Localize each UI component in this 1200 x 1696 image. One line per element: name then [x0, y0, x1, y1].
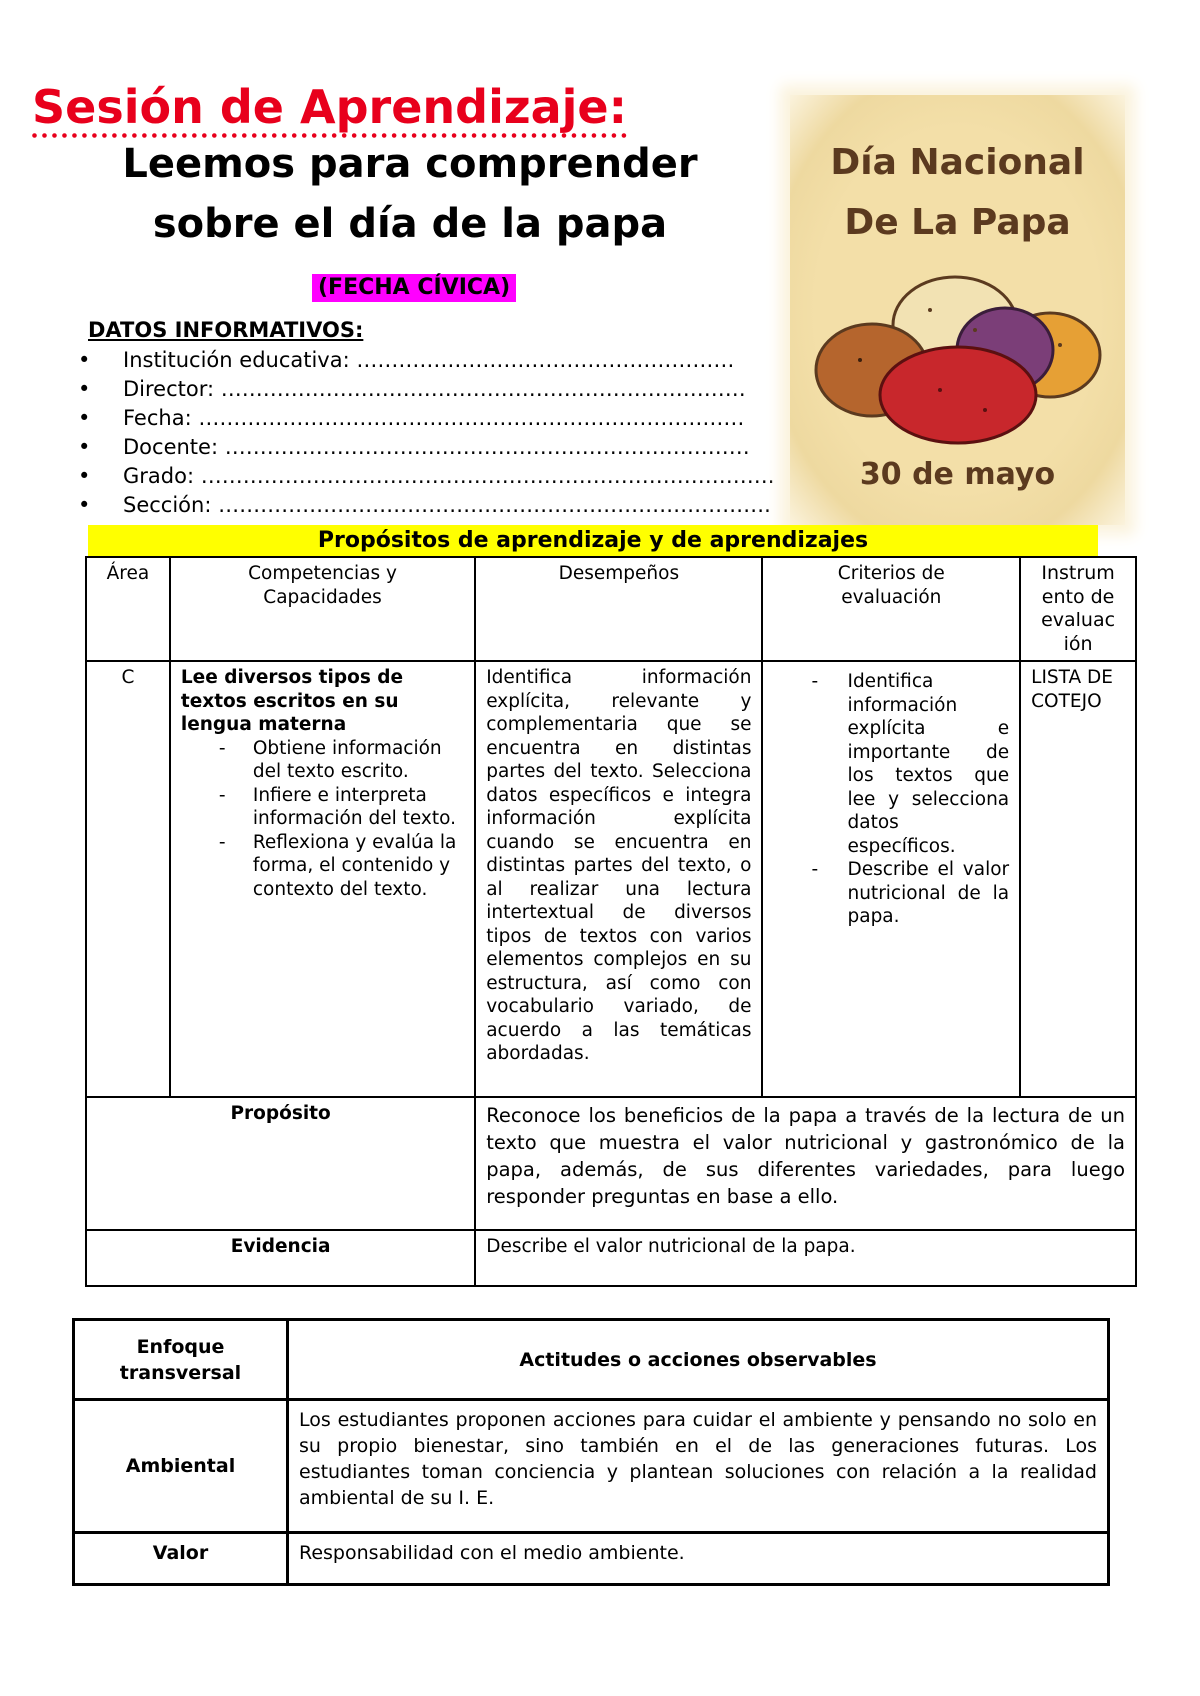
desempeno-cell: Identifica información explícita, relevante y complementaria que se encuentra en distintas partes del texto. Selecciona datos específicos e integra información explícita cuando se encuentra en distintas partes del texto, o al realizar una lectura intertextual de diversos tipos de textos con varios elementos complejos en su estructura, así como con vocabulario variado, de acuerdo a las temáticas abordadas.: [475, 661, 762, 1097]
bullet-icon: •: [78, 493, 91, 517]
instrumento-cell: LISTA DE COTEJO: [1020, 661, 1136, 1097]
datos-item-grado: • Grado: ……………………………………………………………………….: [78, 462, 774, 491]
header-area: Área: [86, 557, 170, 661]
poster-date: 30 de mayo: [859, 457, 1056, 492]
bullet-icon: •: [78, 464, 91, 488]
datos-item-institucion: • Institución educativa: ………………………………………………: [78, 346, 774, 375]
evidencia-text: Describe el valor nutricional de la papa.: [475, 1230, 1136, 1286]
civic-date-tag: (FECHA CÍVICA): [312, 274, 516, 302]
datos-item-director: • Director: …………………………………………………………………: [78, 375, 774, 404]
list-item: - Obtiene información del texto escrito.: [218, 737, 442, 782]
red-potato-icon: [880, 347, 1036, 443]
list-item: - Describe el valor nutricional de la papa.: [811, 859, 1010, 927]
header-enfoque: Enfoque transversal: [74, 1320, 288, 1400]
subtitle-line-1: Leemos para comprender: [122, 141, 698, 187]
propositos-heading: Propósitos de aprendizaje y de aprendizajes: [88, 525, 1098, 556]
header-actitudes: Actitudes o acciones observables: [288, 1320, 1109, 1400]
potatoes-illustration-icon: [810, 270, 1110, 460]
datos-heading: DATOS INFORMATIVOS:: [88, 318, 364, 342]
header-competencias: Competencias y Capacidades: [170, 557, 475, 661]
header-instrumento: Instrum ento de evaluac ión: [1020, 557, 1136, 661]
criterios-list: [773, 670, 1009, 929]
datos-list: [78, 346, 774, 520]
list-item: - Reflexiona y evalúa la forma, el contenido y contexto del texto.: [218, 831, 457, 900]
table-row: [74, 1400, 1109, 1533]
evidencia-row: [86, 1230, 1136, 1286]
proposito-text: Reconoce los beneficios de la papa a través de la lectura de un texto que muestra el valor nutricional y gastronómico de la papa, además, de sus diferentes variedades, para luego responder preguntas en base a ello.: [475, 1097, 1136, 1230]
table-row: [74, 1533, 1109, 1585]
criterios-cell: [762, 661, 1020, 1097]
competencias-cell: [170, 661, 475, 1097]
header-criterios: Criterios de evaluación: [762, 557, 1020, 661]
table-header-row: [86, 557, 1136, 661]
dia-nacional-papa-poster: [790, 95, 1125, 525]
enfoque-header-row: [74, 1320, 1109, 1400]
list-item: - Infiere e interpreta información del texto.: [218, 784, 456, 829]
list-item: - Identifica información explícita e importante de los textos que lee y selecciona datos específicos.: [811, 671, 1010, 857]
evidencia-label: Evidencia: [86, 1230, 475, 1286]
bullet-icon: •: [78, 377, 91, 401]
area-cell: C: [86, 661, 170, 1097]
datos-item-seccion: • Sección: …………………………………………………………………….: [78, 491, 774, 520]
valor-text: Responsabilidad con el medio ambiente.: [288, 1533, 1109, 1585]
proposito-label: Propósito: [86, 1097, 475, 1230]
enfoque-table: [72, 1318, 1110, 1586]
session-subtitle: [60, 134, 760, 254]
bullet-icon: •: [78, 348, 91, 372]
bullet-icon: •: [78, 435, 91, 459]
header-desempenos: Desempeños: [475, 557, 762, 661]
datos-item-fecha: • Fecha: ……………………………………………………………………: [78, 404, 774, 433]
ambiental-text: Los estudiantes proponen acciones para cuidar el ambiente y pensando no solo en su propio bienestar, sino también en el de las generaciones futuras. Los estudiantes toman conciencia y plantean soluciones con relación a la realidad ambiental de su I. E.: [288, 1400, 1109, 1533]
valor-label: Valor: [74, 1533, 288, 1585]
propositos-table: [85, 556, 1137, 1287]
bullet-icon: •: [78, 406, 91, 430]
poster-title: Día Nacional De La Papa: [830, 142, 1085, 243]
competencia-text: Lee diversos tipos de textos escritos en su lengua materna: [180, 667, 404, 735]
ambiental-label: Ambiental: [74, 1400, 288, 1533]
session-title: Sesión de Aprendizaje:: [32, 80, 628, 134]
subtitle-line-2: sobre el día de la papa: [152, 201, 668, 247]
table-row: [86, 661, 1136, 1097]
capacidades-list: [181, 737, 464, 902]
proposito-row: [86, 1097, 1136, 1230]
datos-item-docente: • Docente: …………………………………………………………………: [78, 433, 774, 462]
